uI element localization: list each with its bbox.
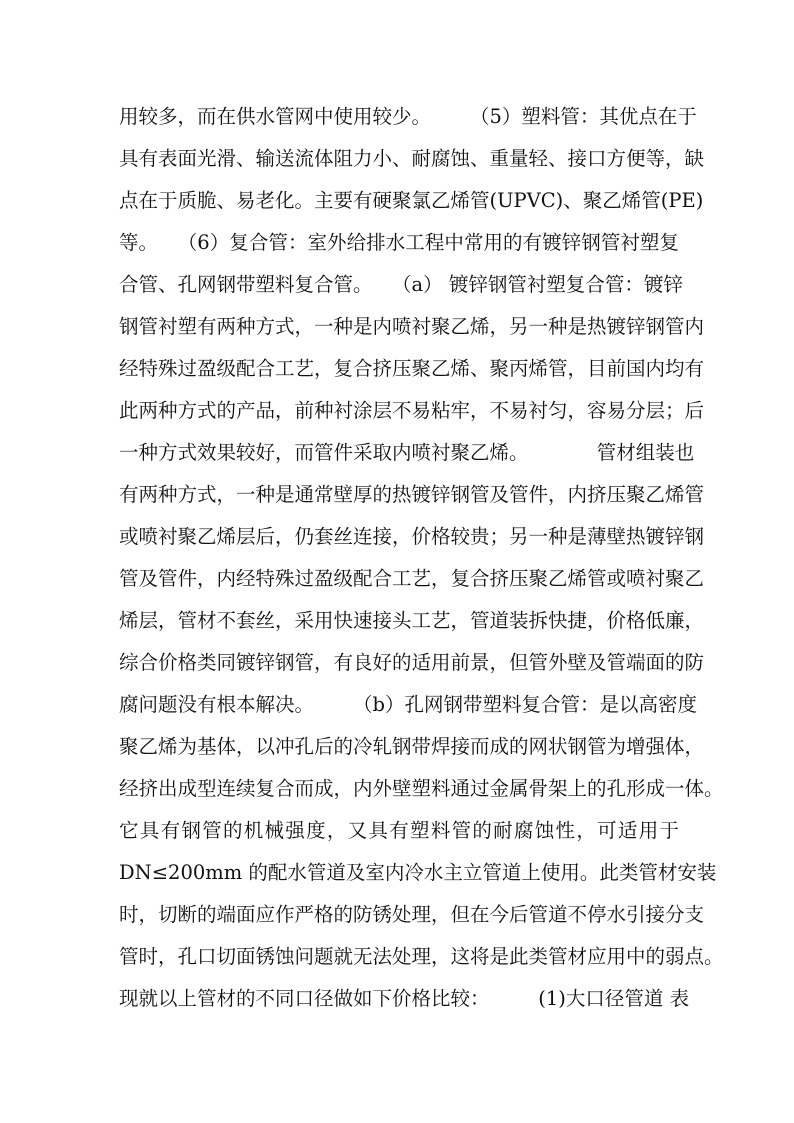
- text-line: 一种方式效果较好，而管件采取内喷衬聚乙烯。 管材组装也: [119, 441, 695, 464]
- text-line: 聚乙烯为基体，以冲孔后的冷轧钢带焊接而成的网状钢管为增强体，: [119, 735, 705, 758]
- text-line: 管及管件，内经特殊过盈级配合工艺，复合挤压聚乙烯管或喷衬聚乙: [119, 567, 705, 590]
- text-line: 综合价格类同镀锌钢管，有良好的适用前景，但管外壁及管端面的防: [119, 651, 705, 674]
- text-line: 有两种方式，一种是通常壁厚的热镀锌钢管及管件，内挤压聚乙烯管: [119, 483, 705, 506]
- text-line: 腐问题没有根本解决。 （b）孔网钢带塑料复合管：是以高密度: [119, 693, 697, 716]
- text-line: 合管、孔网钢带塑料复合管。 （a） 镀锌钢管衬塑复合管：镀锌: [119, 273, 683, 296]
- text-line: 用较多，而在供水管网中使用较少。 （5）塑料管：其优点在于: [119, 105, 697, 128]
- body-text: [119, 96, 724, 1020]
- text-line: DN≤200mm 的配水管道及室内冷水主立管道上使用。此类管材安装: [119, 861, 717, 884]
- text-line: 烯层，管材不套丝，采用快速接头工艺，管道装拆快捷，价格低廉，: [119, 609, 705, 632]
- text-line: 钢管衬塑有两种方式，一种是内喷衬聚乙烯，另一种是热镀锌钢管内: [119, 315, 705, 338]
- text-line: 现就以上管材的不同口径做如下价格比较： (1)大口径管道 表: [119, 987, 690, 1010]
- text-line: 具有表面光滑、输送流体阻力小、耐腐蚀、重量轻、接口方便等，缺: [119, 147, 705, 170]
- text-line: 或喷衬聚乙烯层后，仍套丝连接，价格较贵；另一种是薄壁热镀锌钢: [119, 525, 705, 548]
- text-line: 等。 （6）复合管：室外给排水工程中常用的有镀锌钢管衬塑复: [119, 231, 679, 254]
- text-line: 点在于质脆、易老化。主要有硬聚氯乙烯管(UPVC)、聚乙烯管(PE): [119, 189, 704, 212]
- text-line: 经挤出成型连续复合而成，内外壁塑料通过金属骨架上的孔形成一体。: [119, 777, 724, 800]
- text-line: 管时，孔口切面锈蚀问题就无法处理，这将是此类管材应用中的弱点。: [119, 945, 724, 968]
- text-line: 此两种方式的产品，前种衬涂层不易粘牢，不易衬匀，容易分层；后: [119, 399, 705, 422]
- text-line: 时，切断的端面应作严格的防锈处理，但在今后管道不停水引接分支: [119, 903, 705, 926]
- text-line: 经特殊过盈级配合工艺，复合挤压聚乙烯、聚丙烯管，目前国内均有: [119, 357, 705, 380]
- text-line: 它具有钢管的机械强度，又具有塑料管的耐腐蚀性，可适用于: [119, 819, 679, 842]
